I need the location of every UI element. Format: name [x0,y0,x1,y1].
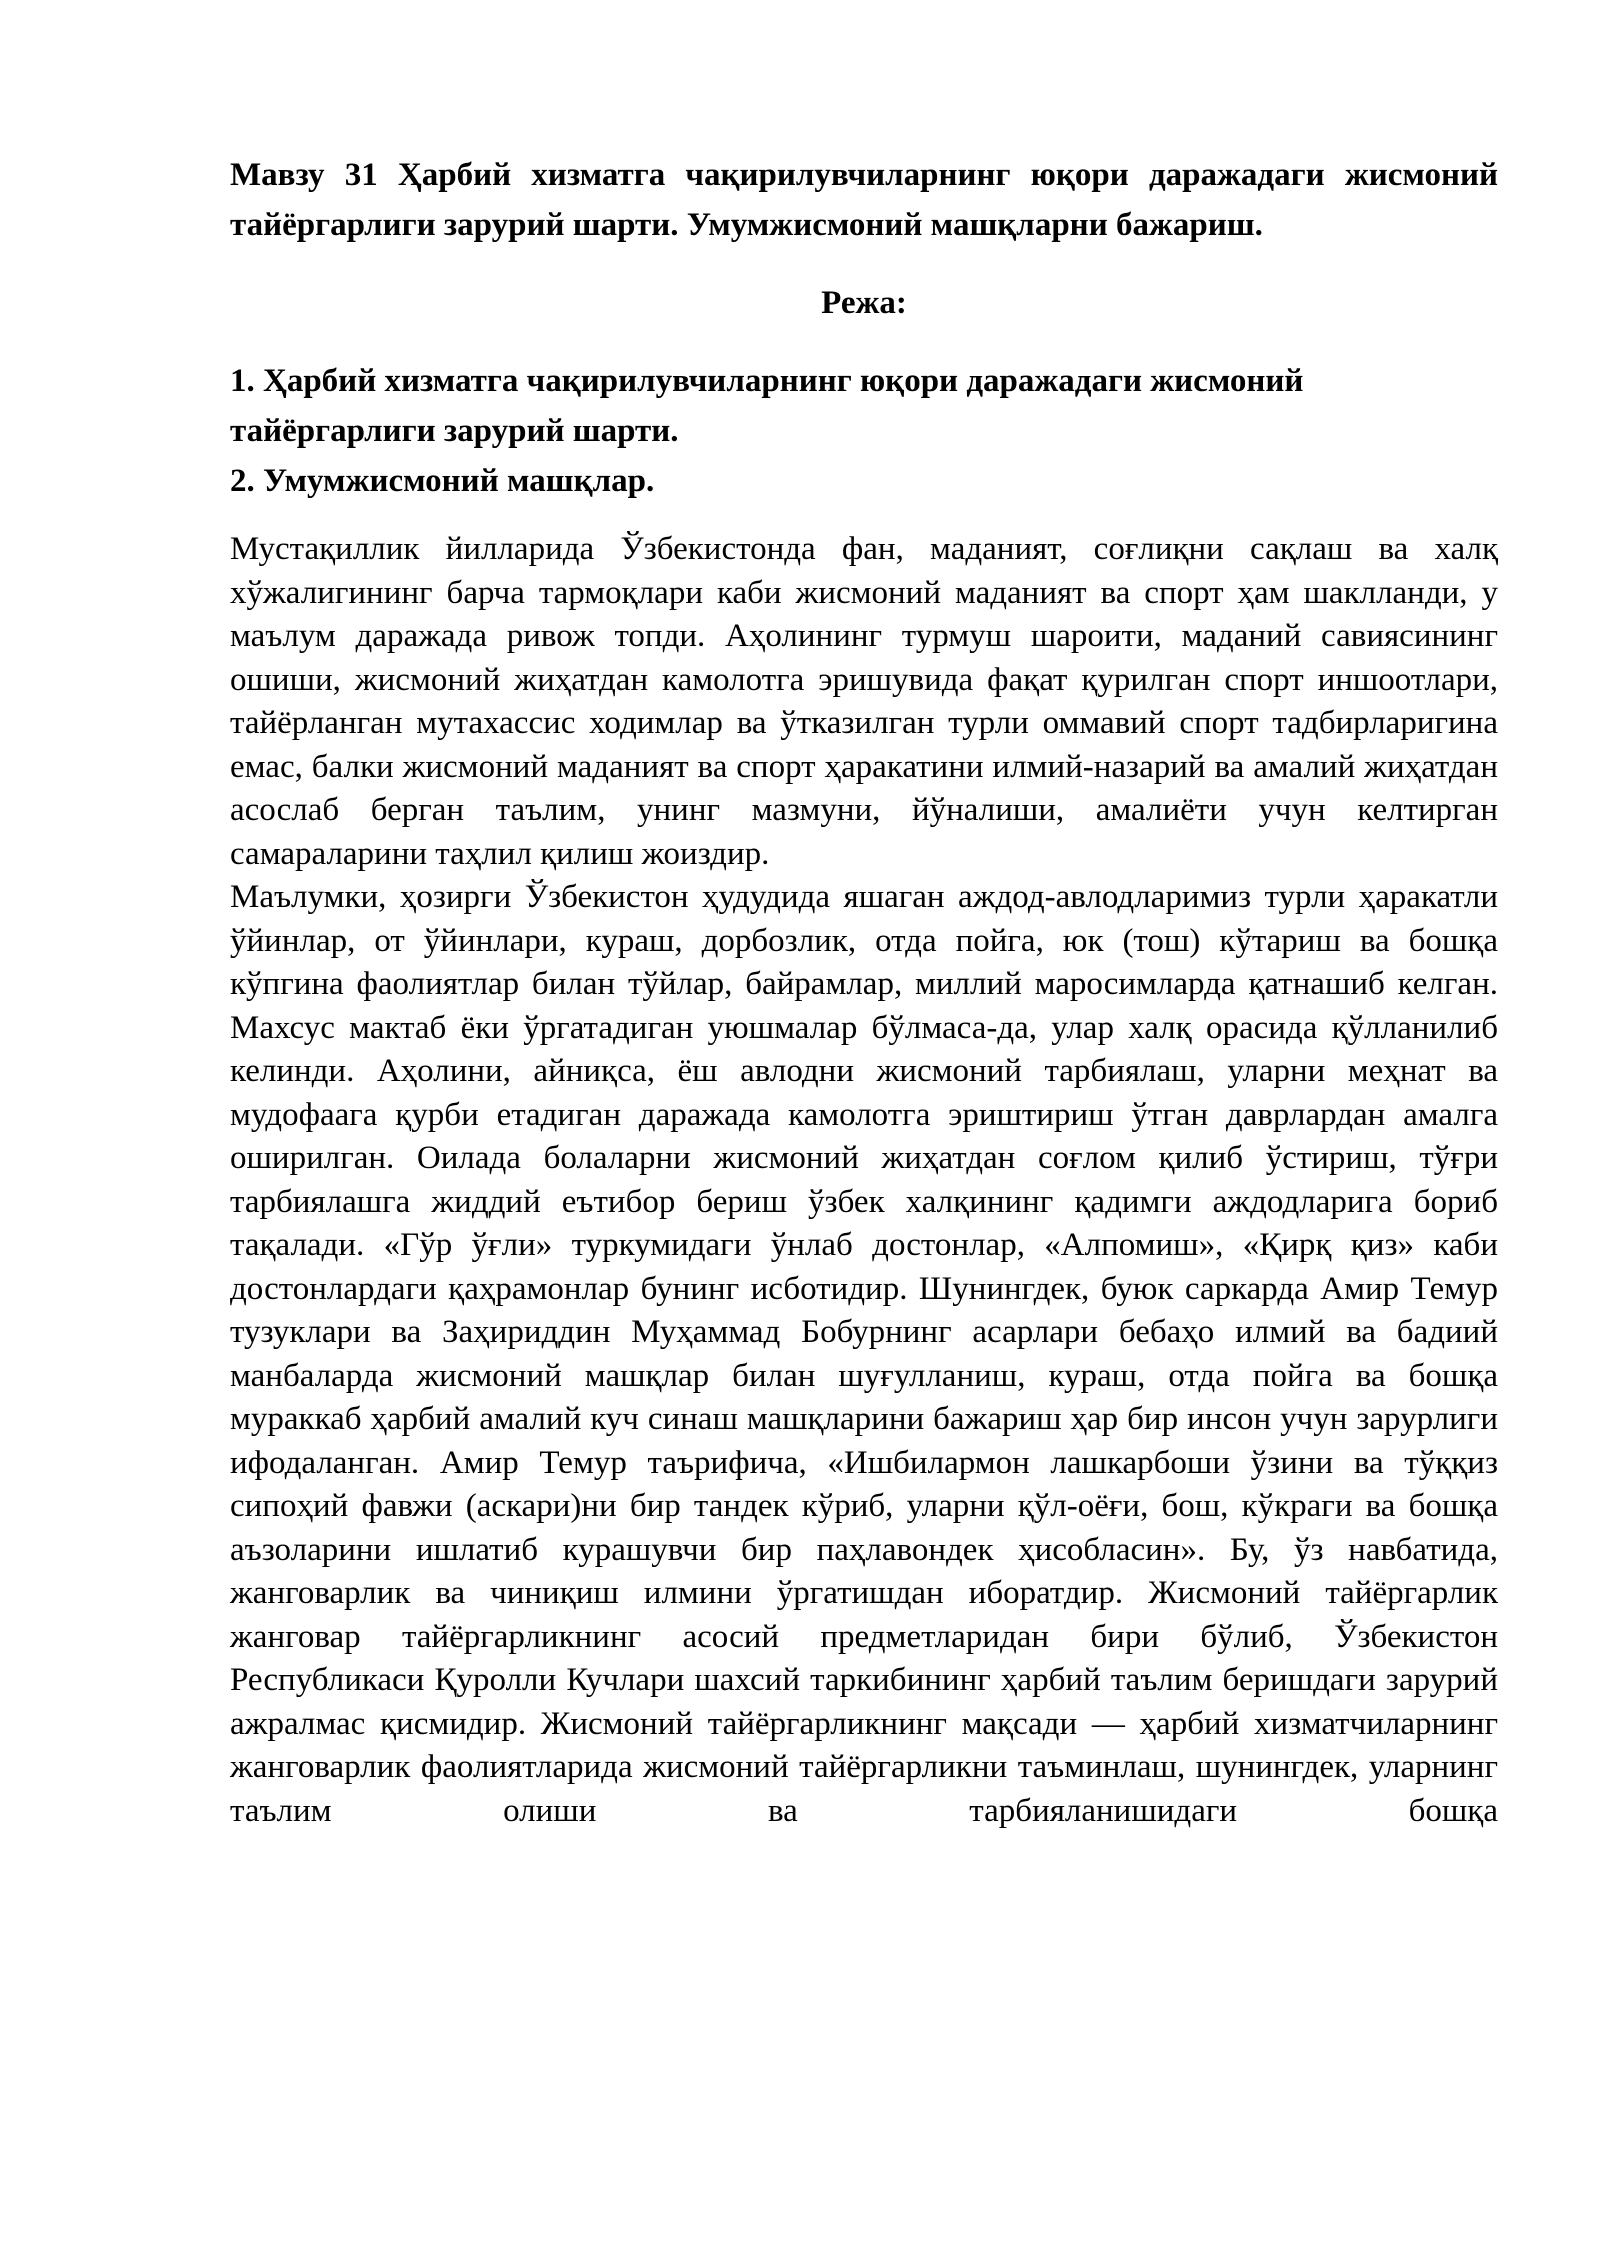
document-page [230,150,1498,1833]
body-text [230,528,1498,1833]
plan-heading: Режа: [821,285,907,321]
plan-list [230,356,1498,506]
document-title: Мавзу 31 Ҳарбий хизматга чақирилувчиларнинг юқори даражадаги жисмоний тайёргарлиги зарурий шарти. Умумжисмоний машқларни бажариш. [230,157,1498,243]
plan-item-1: 1. Ҳарбий хизматга чақирилувчиларнинг юқори даражадаги жисмоний тайёргарлиги зарурий шарти. [230,363,1304,449]
paragraph-1: Мустақиллик йилларида Ўзбекистонда фан, маданият, соғлиқни сақлаш ва халқ хўжалигининг барча тармоқлари каби жисмоний маданият ва спорт ҳам шаклланди, у маълум даражада ривож топди. Аҳолининг турмуш шароити, маданий савиясининг ошиши, жисмоний жиҳатдан камолотга эришувида фақат қурилган спорт иншоотлари, тайёрланган мутахассис ходимлар ва ўтказилган турли оммавий спорт тадбирларигина емас, балки жисмоний маданият ва спорт ҳаракатини илмий-назарий ва амалий жиҳатдан асослаб берган таълим, унинг мазмуни, йўналиши, амалиёти учун келтирган самараларини таҳлил қилиш жоиздир. [230,531,1498,872]
plan-item-2: 2. Умумжисмоний машқлар. [230,463,655,499]
paragraph-2: Маълумки, ҳозирги Ўзбекистон ҳудудида яшаган аждод-авлодларимиз турли ҳаракатли ўйинлар, от ўйинлари, кураш, дорбозлик, отда пойга, юк (тош) кўтариш ва бошқа кўпгина фаолиятлар билан тўйлар, байрамлар, миллий маросимларда қатнашиб келган. Махсус мактаб ёки ўргатадиган уюшмалар бўлмаса-да, улар халқ орасида қўлланилиб келинди. Аҳолини, айниқса, ёш авлодни жисмоний тарбиялаш, уларни меҳнат ва мудофаага қурби етадиган даражада камолотга эриштириш ўтган даврлардан амалга оширилган. Оилада болаларни жисмоний жиҳатдан соғлом қилиб ўстириш, тўғри тарбиялашга жиддий еътибор бериш ўзбек халқининг қадимги аждодларига бориб тақалади. «Гўр ўғли» туркумидаги ўнлаб достонлар, «Алпомиш», «Қирқ қиз» каби достонлардаги қаҳрамонлар бунинг исботидир. Шунингдек, буюк саркарда Амир Темур тузуклари ва Заҳириддин Муҳаммад Бобурнинг асарлари бебаҳо илмий ва бадиий манбаларда жисмоний машқлар билан шуғулланиш, кураш, отда пойга ва бошқа мураккаб ҳарбий амалий куч синаш машқларини бажариш ҳар бир инсон учун зарурлиги ифодаланган. Амир Темур таърифича, «Ишбилармон лашкарбоши ўзини ва тўққиз сипоҳий фавжи (аскари)ни бир тандек кўриб, уларни қўл-оёғи, бош, кўкраги ва бошқа аъзоларини ишлатиб курашувчи бир паҳлавондек ҳисобласин». Бу, ўз навбатида, жанговарлик ва чиниқиш илмини ўргатишдан иборатдир. Жисмоний тайёргарлик жанговар тайёргарликнинг асосий предметларидан бири бўлиб, Ўзбекистон Республикаси Қуролли Кучлари шахсий таркибининг ҳарбий таълим беришдаги зарурий ажралмас қисмидир. Жисмоний тайёргарликнинг мақсади — ҳарбий хизматчиларнинг жанговарлик фаолиятларида жисмоний тайёргарликни таъминлаш, шунингдек, уларнинг таълим олиши ва тарбияланишидаги бошқа [230,879,1498,1829]
